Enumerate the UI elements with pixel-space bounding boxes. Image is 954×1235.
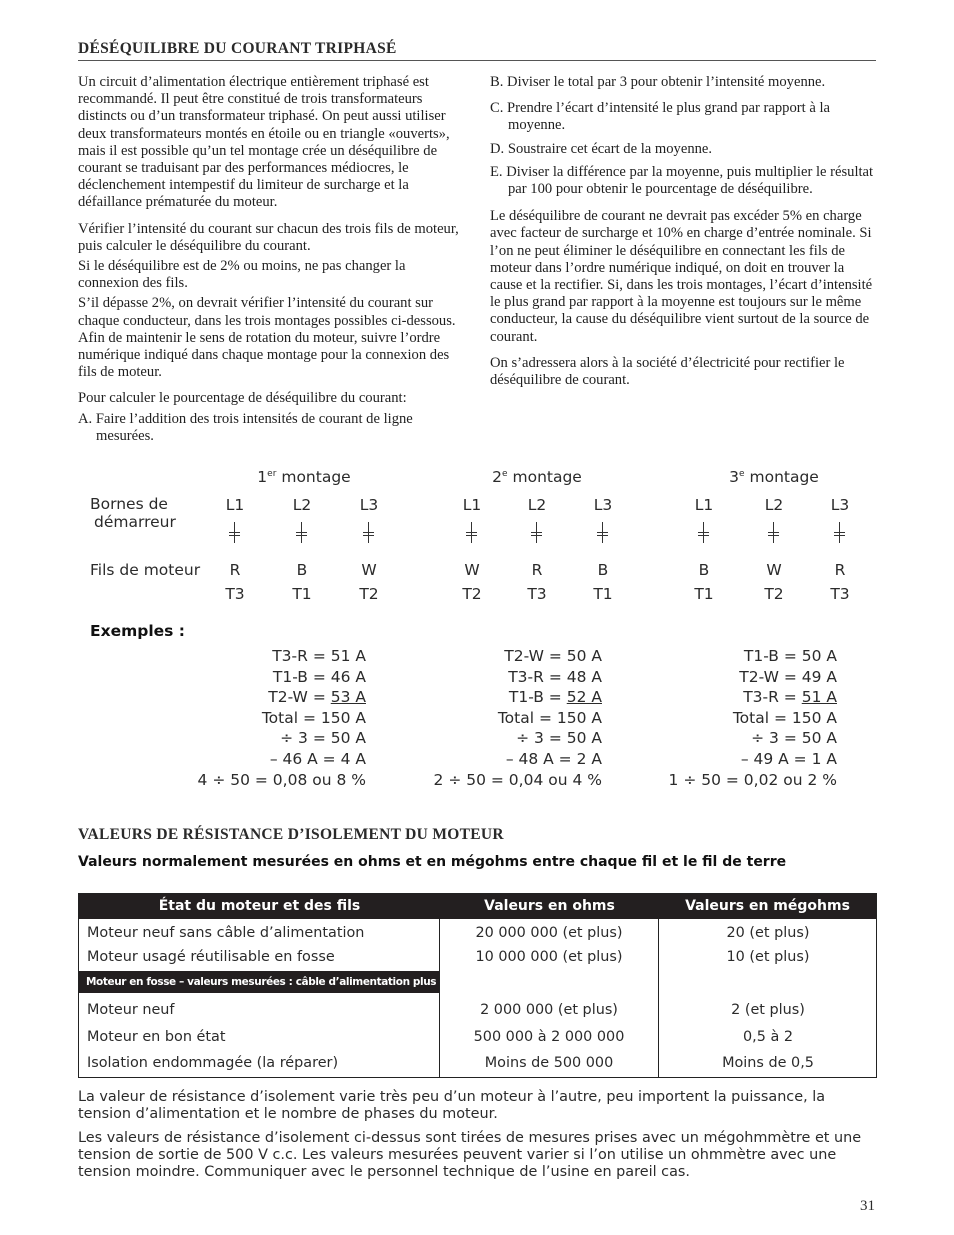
fil-label: W — [464, 561, 480, 579]
connector-icon — [597, 522, 608, 544]
example-block-2 — [380, 646, 602, 790]
t-label: T2 — [462, 585, 482, 603]
t-label: T2 — [764, 585, 784, 603]
t-label: T3 — [527, 585, 547, 603]
paragraph: Vérifier l’intensité du courant sur chacun des trois fils de moteur, puis calculer le déséquilibre du courant. — [78, 220, 459, 254]
step-c: C. Prendre l’écart d’intensité le plus grand par rapport à la moyenne. — [490, 100, 830, 134]
example-line: T1-B = 52 A — [508, 688, 602, 707]
paragraph: On s’adressera alors à la société d’électricité pour rectifier le déséquilibre de courant. — [490, 354, 845, 389]
example-line: Total = 150 A — [497, 708, 602, 727]
step-d: D. Soustraire cet écart de la moyenne. — [490, 140, 713, 157]
table-cell: Moteur neuf — [87, 1002, 175, 1018]
t-label: T1 — [292, 585, 312, 603]
step-b: B. Diviser le total par 3 pour obtenir l’intensité moyenne. — [490, 74, 826, 90]
example-line: T3-R = 51 A — [743, 688, 837, 707]
table-cell: 10 000 000 (et plus) — [475, 949, 623, 965]
left-text-column — [78, 74, 460, 454]
fil-label: R — [229, 561, 241, 579]
connector-icon — [466, 522, 477, 544]
row-label-demarreur: démarreur — [94, 513, 176, 531]
section-title-desequilibre: DÉSÉQUILIBRE DU COURANT TRIPHASÉ — [78, 40, 397, 57]
step-e: E. Diviser la différence par la moyenne, puis multiplier le résultat par 100 pour obtenir le pourcentage de déséquilibre. — [490, 163, 874, 198]
table-cell: 0,5 à 2 — [742, 1029, 794, 1045]
table-subtitle: Valeurs normalement mesurées en ohms et en mégohms entre chaque fil et le fil de terre — [78, 854, 787, 870]
fil-label: B — [597, 561, 609, 579]
connector-icon — [768, 522, 779, 544]
column-divider — [439, 919, 440, 1078]
fil-label: B — [698, 561, 710, 579]
examples-label: Exemples : — [90, 622, 185, 640]
example-line: 1 ÷ 50 = 0,02 ou 2 % — [668, 770, 837, 789]
borne-label: L1 — [694, 496, 714, 514]
table-header-megohms: Valeurs en mégohms — [659, 894, 876, 919]
table-cell: 500 000 à 2 000 000 — [473, 1029, 625, 1045]
montage-3-title: 3e montage — [729, 468, 819, 486]
montage-1-title: 1er montage — [257, 468, 351, 486]
paragraph: Si le déséquilibre est de 2% ou moins, ne pas changer la connexion des fils. — [78, 258, 406, 292]
borne-label: L3 — [359, 496, 379, 514]
fil-label: R — [834, 561, 846, 579]
example-line: ÷ 3 = 50 A — [516, 729, 602, 748]
example-line: – 49 A = 1 A — [740, 749, 837, 768]
right-text-column — [490, 74, 878, 398]
example-line: ÷ 3 = 50 A — [280, 729, 366, 748]
t-label: T3 — [830, 585, 850, 603]
connector-icon — [698, 522, 709, 544]
example-line: T2-W = 53 A — [268, 688, 366, 707]
example-line: 2 ÷ 50 = 0,04 ou 4 % — [433, 770, 602, 789]
example-line: T3-R = 51 A — [272, 647, 366, 665]
connector-icon — [363, 522, 374, 544]
table-cell: 20 000 000 (et plus) — [475, 925, 623, 941]
example-line: T3-R = 48 A — [508, 667, 602, 686]
example-line: – 46 A = 4 A — [269, 749, 366, 768]
example-block-1 — [150, 646, 366, 790]
montage-2-title: 2e montage — [492, 468, 582, 486]
t-label: T1 — [593, 585, 613, 603]
table-cell: Moteur usagé réutilisable en fosse — [87, 949, 335, 965]
example-line: T1-B = 50 A — [743, 647, 837, 665]
fil-label: B — [296, 561, 308, 579]
paragraph: S’il dépasse 2%, on devrait vérifier l’intensité du courant sur chaque conducteur, dans les trois montages possibles ci-dessous. Afin de maintenir le sens de rotation du moteur, suivre l’ordre numérique indiqué dans chaque montage pour la connexion des fils de moteur. — [78, 295, 456, 381]
fil-label: R — [531, 561, 543, 579]
table-cell: 2 000 000 (et plus) — [480, 1002, 618, 1018]
title-rule — [78, 60, 876, 61]
row-label-fils: Fils de moteur — [90, 561, 201, 579]
note-paragraph: La valeur de résistance d’isolement varie très peu d’un moteur à l’autre, peu importent la puissance, la tension d’alimentation et le nombre de phases du moteur. — [78, 1089, 826, 1123]
borne-label: L1 — [462, 496, 482, 514]
table-cell: Moins de 0,5 — [722, 1055, 814, 1071]
connector-icon — [531, 522, 542, 544]
fil-label: W — [361, 561, 377, 579]
example-line: Total = 150 A — [261, 708, 366, 727]
table-subheader-band: Moteur en fosse – valeurs mesurées : câble d’alimentation plus moteur — [79, 971, 439, 993]
table-cell: Isolation endommagée (la réparer) — [87, 1055, 339, 1071]
section-title-isolement: VALEURS DE RÉSISTANCE D’ISOLEMENT DU MOTEUR — [78, 826, 504, 843]
example-line: T2-W = 50 A — [504, 647, 602, 665]
table-cell: Moteur en bon état — [87, 1029, 226, 1045]
table-cell: Moins de 500 000 — [484, 1055, 614, 1071]
example-line: T2-W = 49 A — [739, 667, 837, 686]
example-line: – 48 A = 2 A — [505, 749, 602, 768]
fil-label: W — [766, 561, 782, 579]
borne-label: L3 — [830, 496, 850, 514]
paragraph: Le déséquilibre de courant ne devrait pas excéder 5% en charge avec facteur de surcharge et 10% en charge d’entrée nominale. Si l’on ne peut éliminer le déséquilibre en connectant les fils de moteur dans l’ordre numérique indiqué, on doit en trouver la cause et la rectifier. Si, dans les trois montages, l’écart d’intensité le plus grand par rapport à la moyenne est toujours sur le même conducteur, la cause du déséquilibre vient surtout de la source de courant. — [490, 208, 873, 345]
paragraph: Un circuit d’alimentation électrique entièrement triphasé est recommandé. Il peut être constitué de trois transformateurs distincts ou d’un transformateur triphasé. On peut aussi utiliser deux transformateurs montés en étoile ou en triangle «ouverts», mais il est possible qu’un tel montage crée un déséquilibre de courant se traduisant par des performances médiocres, le déclenchement intempestif du limiteur de surcharge et la défaillance prématurée du moteur. — [78, 74, 450, 211]
table-header-ohms: Valeurs en ohms — [440, 894, 659, 919]
example-line: ÷ 3 = 50 A — [751, 729, 837, 748]
paragraph: Pour calculer le pourcentage de déséquilibre du courant: — [78, 390, 407, 407]
example-line: 4 ÷ 50 = 0,08 ou 8 % — [197, 770, 366, 789]
borne-label: L2 — [292, 496, 312, 514]
insulation-table — [78, 893, 877, 1078]
t-label: T1 — [694, 585, 714, 603]
step-a: A. Faire l’addition des trois intensités de courant de ligne mesurées. — [78, 410, 413, 444]
column-divider — [658, 919, 659, 1078]
connector-icon — [834, 522, 845, 544]
connector-icon — [229, 522, 240, 544]
table-cell: 10 (et plus) — [726, 949, 810, 965]
t-label: T3 — [225, 585, 245, 603]
table-header-etat: État du moteur et des fils — [79, 894, 440, 919]
example-line: Total = 150 A — [732, 708, 837, 727]
note-paragraph: Les valeurs de résistance d’isolement ci-dessus sont tirées de mesures prises avec un mégohmmètre et une tension de sortie de 500 V c.c. Les valeurs mesurées peuvent varier si l’on utilise un ohmmètre avec une tension moindre. Communiquer avec le personnel technique de l’usine en pareil cas. — [78, 1130, 862, 1181]
example-block-3 — [615, 646, 837, 790]
borne-label: L3 — [593, 496, 613, 514]
page-number: 31 — [860, 1198, 875, 1214]
t-label: T2 — [359, 585, 379, 603]
connector-icon — [296, 522, 307, 544]
table-cell: 2 (et plus) — [731, 1002, 805, 1018]
borne-label: L2 — [764, 496, 784, 514]
borne-label: L2 — [527, 496, 547, 514]
borne-label: L1 — [225, 496, 245, 514]
table-cell: 20 (et plus) — [726, 925, 810, 941]
example-line: T1-B = 46 A — [272, 667, 366, 686]
row-label-bornes: Bornes de — [90, 495, 168, 513]
table-cell: Moteur neuf sans câble d’alimentation — [87, 925, 365, 941]
